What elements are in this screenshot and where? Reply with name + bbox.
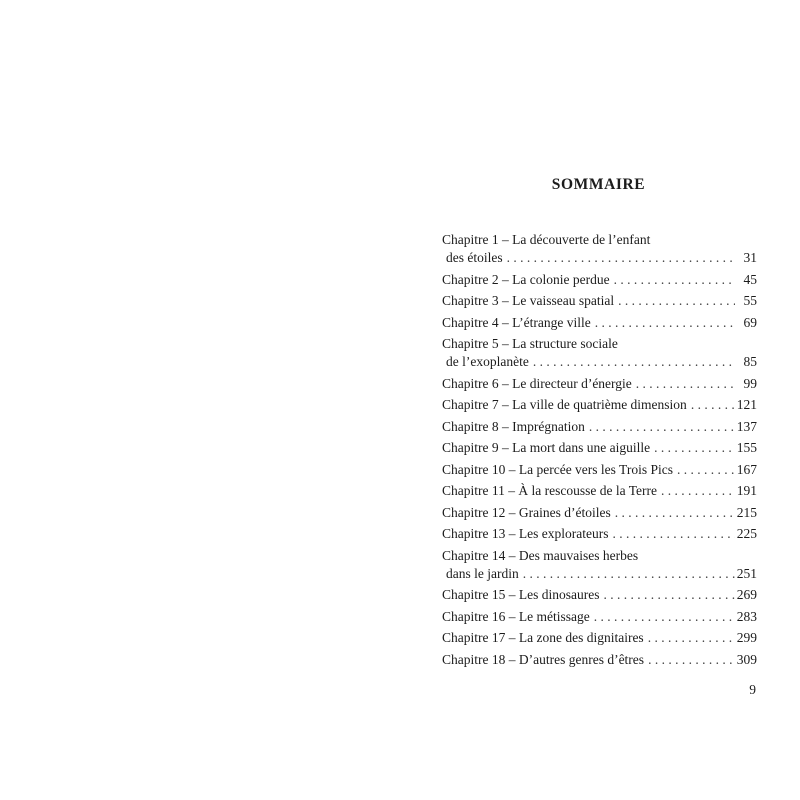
- toc-entry-page-number: 283: [736, 608, 757, 624]
- toc-entry-page-number: 121: [736, 397, 757, 412]
- toc-entry: [442, 231, 757, 267]
- toc-entry-page-number: 85: [743, 354, 757, 369]
- toc-entry: [442, 525, 757, 543]
- toc-entry: [442, 608, 757, 626]
- toc-entry-label: Chapitre 13 – Les explorateurs: [442, 526, 609, 541]
- toc-entry-continuation: dans le jardin: [446, 565, 519, 581]
- toc-entry-page-number: 215: [736, 504, 757, 520]
- toc-entry: [442, 629, 757, 647]
- toc-entry-label: Chapitre 1 – La découverte de l’enfant: [442, 232, 651, 247]
- dot-leader: [507, 249, 735, 267]
- dot-leader: [612, 525, 735, 543]
- toc-entry-label: Chapitre 5 – La structure sociale: [442, 336, 618, 351]
- toc-entry: [442, 482, 757, 500]
- dot-leader: [636, 375, 735, 393]
- toc-entry-page-number: 251: [736, 565, 757, 581]
- dot-leader: [648, 629, 735, 647]
- table-of-contents: [442, 231, 757, 672]
- toc-entry-label: Chapitre 8 – Imprégnation: [442, 418, 585, 434]
- toc-entry-label: Chapitre 18 – D’autres genres d’êtres: [442, 651, 645, 667]
- toc-entry-page-number: 299: [736, 630, 757, 645]
- toc-entry: [442, 461, 757, 479]
- toc-entry-page-number: 225: [736, 526, 757, 541]
- page-number: 9: [749, 682, 756, 697]
- dot-leader: [677, 461, 735, 479]
- dot-leader: [615, 504, 735, 522]
- toc-entry-label: Chapitre 4 – L’étrange ville: [442, 314, 591, 330]
- dot-leader: [594, 608, 735, 626]
- toc-entry-label: Chapitre 14 – Des mauvaises herbes: [442, 547, 639, 563]
- toc-entry-label: Chapitre 3 – Le vaisseau spatial: [442, 293, 615, 308]
- toc-entry-page-number: 99: [743, 375, 757, 391]
- toc-entry-label: Chapitre 7 – La ville de quatrième dimension: [442, 397, 687, 412]
- page-title: SOMMAIRE: [551, 176, 646, 194]
- toc-entry-label: Chapitre 16 – Le métissage: [442, 608, 590, 624]
- dot-leader: [661, 482, 735, 500]
- toc-entry: [442, 418, 757, 436]
- toc-entry-page-number: 31: [743, 250, 757, 265]
- toc-entry-label: Chapitre 9 – La mort dans une aiguille: [442, 440, 651, 455]
- toc-entry-page-number: 269: [736, 587, 757, 602]
- toc-entry: [442, 439, 757, 457]
- toc-entry-label: Chapitre 15 – Les dinosaures: [442, 587, 600, 602]
- toc-entry: [442, 314, 757, 332]
- toc-entry: [442, 547, 757, 583]
- toc-entry-page-number: 55: [743, 293, 757, 308]
- toc-entry: [442, 292, 757, 310]
- toc-entry: [442, 271, 757, 289]
- toc-entry: [442, 335, 757, 371]
- toc-entry-page-number: 69: [743, 314, 757, 330]
- toc-entry-page-number: 155: [736, 440, 757, 455]
- dot-leader: [691, 396, 735, 414]
- toc-entry-page-number: 45: [743, 271, 757, 287]
- toc-entry-label: Chapitre 12 – Graines d’étoiles: [442, 504, 611, 520]
- toc-entry-label: Chapitre 17 – La zone des dignitaires: [442, 630, 644, 645]
- dot-leader: [523, 565, 735, 583]
- dot-leader: [603, 586, 735, 604]
- dot-leader: [654, 439, 735, 457]
- toc-entry: [442, 504, 757, 522]
- toc-entry-label: Chapitre 2 – La colonie perdue: [442, 271, 610, 287]
- dot-leader: [648, 651, 735, 669]
- dot-leader: [614, 271, 735, 289]
- toc-entry-continuation: des étoiles: [446, 250, 503, 265]
- toc-entry: [442, 651, 757, 669]
- toc-entry-page-number: 137: [736, 418, 757, 434]
- toc-entry-label: Chapitre 11 – À la rescousse de la Terre: [442, 483, 657, 498]
- dot-leader: [618, 292, 735, 310]
- toc-entry-page-number: 167: [736, 461, 757, 477]
- dot-leader: [595, 314, 735, 332]
- toc-entry-page-number: 309: [736, 651, 757, 667]
- toc-entry-label: Chapitre 6 – Le directeur d’énergie: [442, 375, 632, 391]
- dot-leader: [589, 418, 735, 436]
- toc-entry-continuation: de l’exoplanète: [446, 354, 529, 369]
- toc-entry: [442, 396, 757, 414]
- toc-entry: [442, 586, 757, 604]
- dot-leader: [533, 353, 735, 371]
- toc-entry-page-number: 191: [736, 483, 757, 498]
- toc-entry-label: Chapitre 10 – La percée vers les Trois Pics: [442, 461, 673, 477]
- toc-entry: [442, 375, 757, 393]
